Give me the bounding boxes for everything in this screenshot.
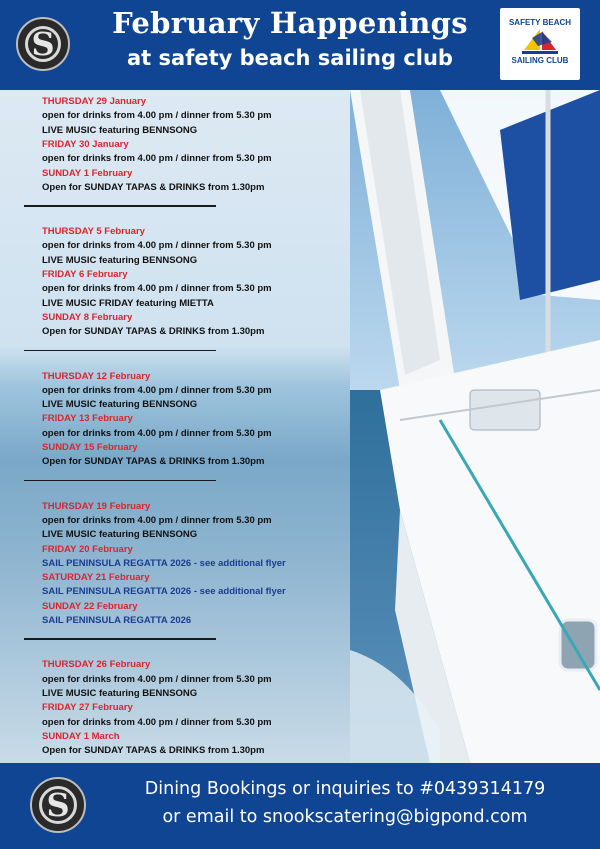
event-date-heading: FRIDAY 30 January bbox=[42, 138, 129, 150]
footer-banner bbox=[0, 763, 600, 849]
event-detail: LIVE MUSIC featuring BENNSONG bbox=[42, 254, 198, 266]
page-title: February Happenings bbox=[112, 6, 468, 40]
event-date-heading: THURSDAY 29 January bbox=[42, 96, 147, 107]
section-divider bbox=[24, 205, 216, 207]
section-divider bbox=[24, 350, 216, 352]
event-detail: LIVE MUSIC featuring BENNSONG bbox=[42, 687, 198, 699]
event-date-heading: THURSDAY 12 February bbox=[42, 370, 151, 382]
regatta-note: SAIL PENINSULA REGATTA 2026 - see additional flyer bbox=[42, 586, 286, 598]
event-detail: open for drinks from 4.00 pm / dinner from 5.30 pm bbox=[42, 384, 272, 396]
booking-phone-text: Dining Bookings or inquiries to #0439314179 bbox=[144, 779, 546, 799]
event-detail: Open for SUNDAY TAPAS & DRINKS from 1.30pm bbox=[42, 326, 265, 338]
page-subtitle: at safety beach sailing club bbox=[127, 46, 453, 70]
event-date-heading: SUNDAY 8 February bbox=[42, 311, 133, 323]
event-detail: LIVE MUSIC FRIDAY featuring MIETTA bbox=[42, 297, 214, 309]
event-detail: Open for SUNDAY TAPAS & DRINKS from 1.30pm bbox=[42, 456, 265, 468]
club-logo-top-text: SAFETY BEACH bbox=[508, 18, 572, 27]
header-banner bbox=[0, 0, 600, 90]
event-detail: open for drinks from 4.00 pm / dinner from 5.30 pm bbox=[42, 153, 272, 165]
event-detail: LIVE MUSIC featuring BENNSONG bbox=[42, 124, 198, 136]
event-detail: Open for SUNDAY TAPAS & DRINKS from 1.30pm bbox=[42, 181, 265, 193]
event-date-heading: FRIDAY 27 February bbox=[42, 702, 133, 714]
event-date-heading: SUNDAY 15 February bbox=[42, 442, 138, 453]
event-detail: open for drinks from 4.00 pm / dinner from 5.30 pm bbox=[42, 716, 272, 728]
event-date-heading: THURSDAY 5 February bbox=[42, 226, 145, 238]
event-date-heading: SUNDAY 22 February bbox=[42, 600, 138, 612]
events-panel bbox=[0, 90, 600, 763]
sailboat-icon bbox=[518, 28, 562, 56]
snooks-catering-logo-icon: S bbox=[16, 17, 70, 71]
snooks-catering-logo-icon: S bbox=[30, 777, 86, 833]
booking-email-text: or email to snookscatering@bigpond.com bbox=[162, 807, 528, 827]
event-detail: open for drinks from 4.00 pm / dinner from 5.30 pm bbox=[42, 283, 272, 295]
sailing-club-logo bbox=[500, 8, 580, 80]
event-date-heading: SUNDAY 1 March bbox=[42, 730, 120, 742]
event-date-heading: THURSDAY 26 February bbox=[42, 659, 151, 671]
event-date-heading: FRIDAY 6 February bbox=[42, 269, 128, 280]
event-date-heading: THURSDAY 19 February bbox=[42, 500, 151, 512]
event-date-heading: SATURDAY 21 February bbox=[42, 572, 150, 584]
event-detail: LIVE MUSIC featuring BENNSONG bbox=[42, 399, 198, 411]
section-divider bbox=[24, 638, 216, 640]
regatta-note: SAIL PENINSULA REGATTA 2026 - see additional flyer bbox=[42, 557, 286, 569]
event-detail: open for drinks from 4.00 pm / dinner from 5.30 pm bbox=[42, 514, 272, 526]
event-date-heading: FRIDAY 20 February bbox=[42, 543, 133, 555]
section-divider bbox=[24, 480, 216, 482]
event-detail: open for drinks from 4.00 pm / dinner from 5.30 pm bbox=[42, 673, 272, 685]
event-detail: open for drinks from 4.00 pm / dinner from 5.30 pm bbox=[42, 240, 272, 252]
event-detail: LIVE MUSIC featuring BENNSONG bbox=[42, 529, 198, 541]
event-detail: open for drinks from 4.00 pm / dinner from 5.30 pm bbox=[42, 427, 272, 439]
club-logo-bottom-text: SAILING CLUB bbox=[511, 56, 569, 65]
event-date-heading: SUNDAY 1 February bbox=[42, 167, 133, 179]
event-date-heading: FRIDAY 13 February bbox=[42, 413, 133, 425]
event-detail: Open for SUNDAY TAPAS & DRINKS from 1.30pm bbox=[42, 745, 265, 757]
event-detail: open for drinks from 4.00 pm / dinner from 5.30 pm bbox=[42, 110, 272, 122]
regatta-note: SAIL PENINSULA REGATTA 2026 bbox=[42, 615, 192, 626]
